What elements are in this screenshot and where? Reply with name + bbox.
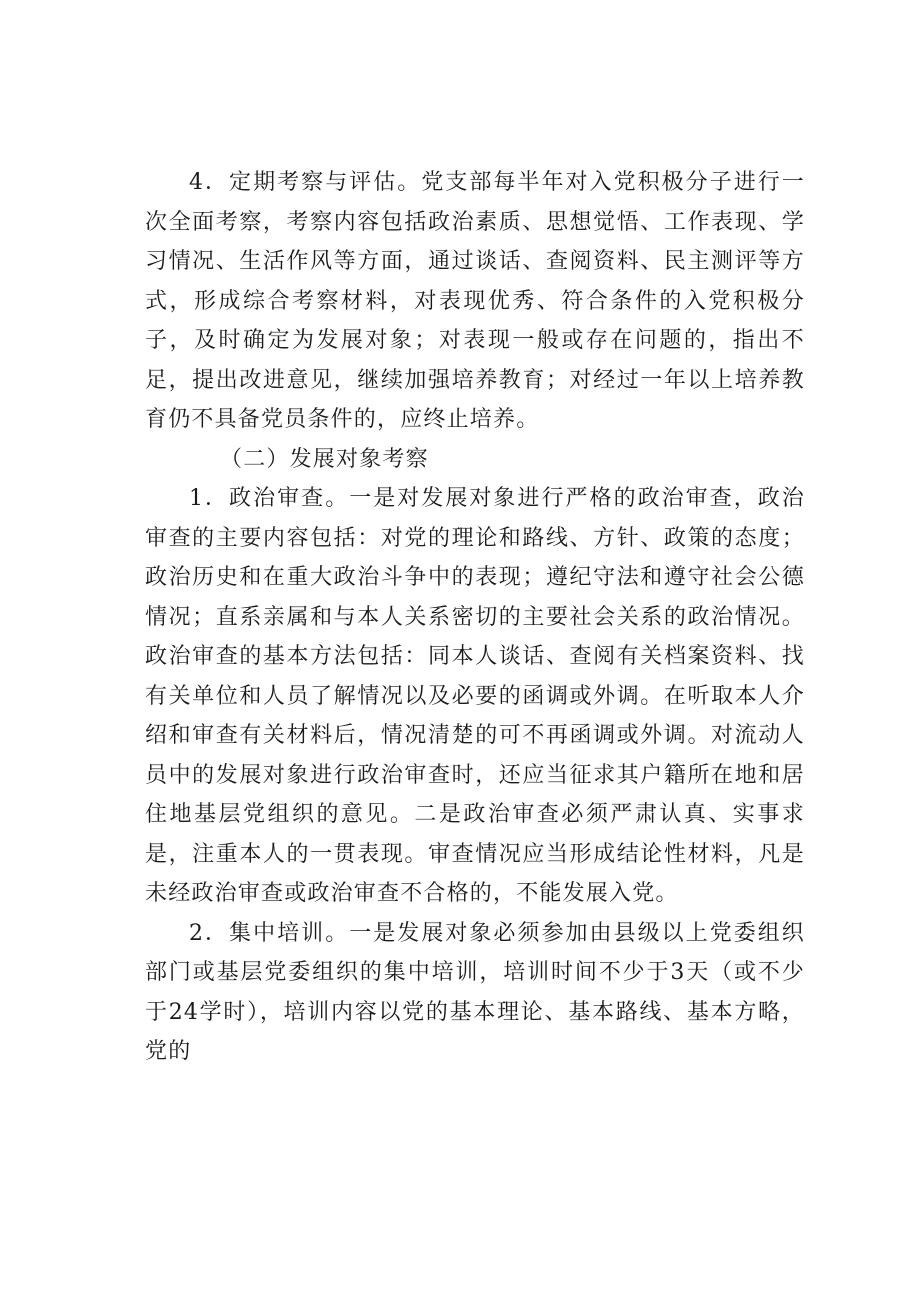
paragraph-periodic-assessment: 4．定期考察与评估。党支部每半年对入党积极分子进行一次全面考察，考察内容包括政治素质、思想觉悟、工作表现、学习情况、生活作风等方面，通过谈话、查阅资料、民主测评等方式，形成综合考察材料，对表现优秀、符合条件的入党积极分子，及时确定为发展对象；对表现一般或存在问题的，指出不足，提出改进意见，继续加强培养教育；对经过一年以上培养教育仍不具备党员条件的，应终止培养。	[145, 170, 805, 432]
paragraph-political-review: 1．政治审查。一是对发展对象进行严格的政治审查，政治审查的主要内容包括：对党的理论和路线、方针、政策的态度；政治历史和在重大政治斗争中的表现；遵纪守法和遵守社会公德情况；直系亲属和与本人关系密切的主要社会关系的政治情况。政治审查的基本方法包括：同本人谈话、查阅有关档案资料、找有关单位和人员了解情况以及必要的函调或外调。在听取本人介绍和审查有关材料后，情况清楚的可不再函调或外调。对流动人员中的发展对象进行政治审查时，还应当征求其户籍所在地和居住地基层党组织的意见。二是政治审查必须严肃认真、实事求是，注重本人的一贯表现。审查情况应当形成结论性材料，凡是未经政治审查或政治审查不合格的，不能发展入党。	[145, 486, 805, 906]
section-heading-development-candidate-review: （二）发展对象考察	[220, 446, 429, 472]
paragraph-centralized-training: 2．集中培训。一是发展对象必须参加由县级以上党委组织部门或基层党委组织的集中培训，培训时间不少于3天（或不少于24学时），培训内容以党的基本理论、基本路线、基本方略，党的	[145, 920, 805, 1064]
document-body	[145, 163, 805, 1072]
